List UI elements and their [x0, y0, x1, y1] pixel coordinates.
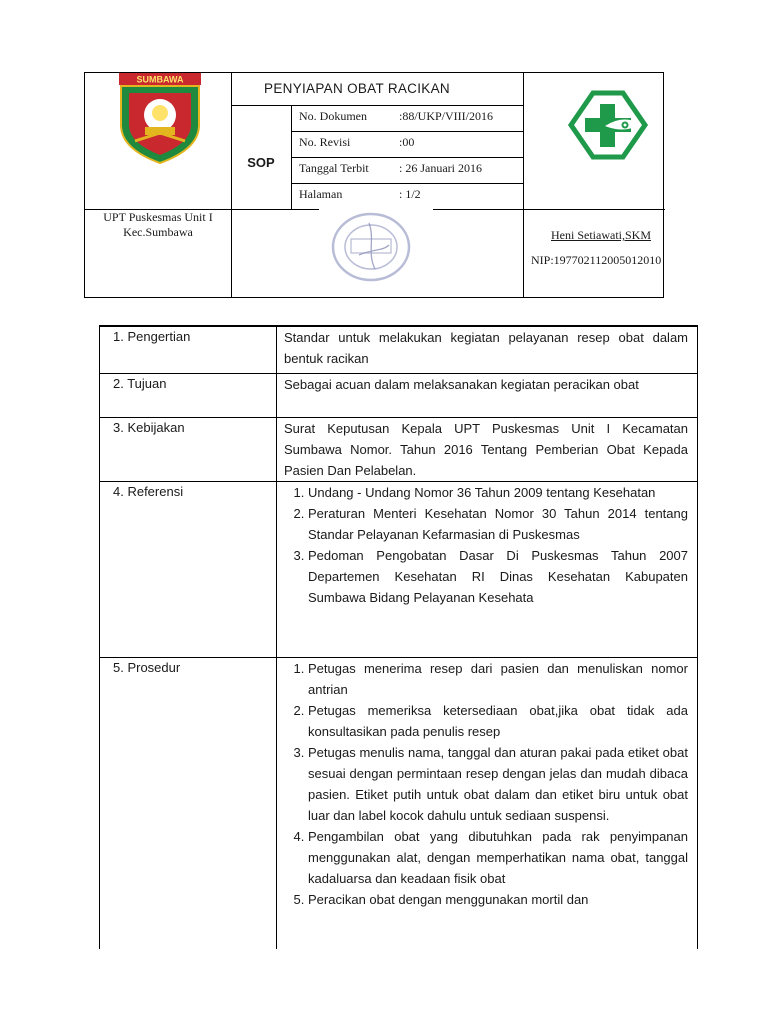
list-item: 2. Petugas memeriksa ketersediaan obat,jika obat tidak ada konsultasikan pada penulis resep — [308, 700, 688, 742]
document-title: PENYIAPAN OBAT RACIKAN — [264, 81, 450, 96]
row-label: 1. Pengertian — [113, 329, 191, 344]
procedure-list — [284, 658, 688, 910]
row-text: Sebagai acuan dalam melaksanakan kegiatan peracikan obat — [284, 377, 639, 392]
signer-name: Heni Setiawati,SKM — [551, 228, 651, 242]
list-item: 2. Peraturan Menteri Kesehatan Nomor 30 Tahun 2014 tentang Standar Pelayanan Kefarmasian di Puskesmas — [308, 503, 688, 545]
sop-label: SOP — [247, 155, 275, 170]
row-label: 3. Kebijakan — [113, 420, 185, 435]
list-item: 1. Undang - Undang Nomor 36 Tahun 2009 tentang Kesehatan — [308, 482, 688, 503]
official-stamp-icon — [329, 209, 413, 285]
row-label: 2. Tujuan — [113, 376, 167, 391]
table-row-kebijakan — [100, 417, 697, 482]
row-label: 4. Referensi — [113, 484, 184, 499]
list-item: 4. Pengambilan obat yang dibutuhkan pada rak penyimpanan menggunakan alat, dengan memperhatikan nama obat, tanggal kadaluarsa dan keadaan fisik obat — [308, 826, 688, 889]
reference-list — [284, 482, 688, 608]
meta-value: :00 — [399, 135, 415, 149]
table-row-referensi — [100, 481, 697, 658]
row-text: Surat Keputusan Kepala UPT Puskesmas Unit I Kecamatan Sumbawa Nomor. Tahun 2016 Tentang Pemberian Obat Kepada Pasien Dan Pelabelan. — [284, 421, 688, 478]
meta-row-issue-date — [291, 157, 523, 183]
meta-row-document-number — [291, 105, 523, 131]
table-row-pengertian — [100, 326, 697, 375]
meta-row-page — [291, 183, 523, 209]
emblem-text: SUMBAWA — [136, 74, 184, 85]
list-item: 1. Petugas menerima resep dari pasien dan menuliskan nomor antrian — [308, 658, 688, 700]
meta-key: Tanggal Terbit — [299, 161, 369, 175]
meta-key: No. Revisi — [299, 135, 351, 149]
meta-value: :88/UKP/VIII/2016 — [399, 109, 493, 123]
table-row-tujuan — [100, 373, 697, 418]
unit-name-line2: Kec.Sumbawa — [123, 225, 193, 239]
row-text: Standar untuk melakukan kegiatan pelayanan resep obat dalam bentuk racikan — [284, 330, 688, 366]
puskesmas-logo — [555, 90, 661, 160]
list-item: 3. Petugas menulis nama, tanggal dan aturan pakai pada etiket obat sesuai dengan permintaan resep dengan jelas dan mudah dibaca pasien. Etiket putih untuk obat dalam dan etiket biru untuk obat luar dan label kocok dahulu untuk sediaan suspensi. — [308, 742, 688, 826]
meta-value: : 26 Januari 2016 — [399, 161, 482, 175]
header-table — [84, 72, 664, 298]
sumbawa-emblem-logo — [115, 73, 205, 165]
table-row-prosedur — [100, 657, 697, 951]
list-item: 3. Pedoman Pengobatan Dasar Di Puskesmas Tahun 2007 Departemen Kesehatan RI Dinas Kesehatan Kabupaten Sumbawa Bidang Pelayanan Kesehata — [308, 545, 688, 608]
meta-key: No. Dokumen — [299, 109, 367, 123]
unit-name-line1: UPT Puskesmas Unit I — [103, 210, 213, 224]
row-list — [284, 482, 688, 608]
meta-value: : 1/2 — [399, 187, 421, 201]
unit-name — [85, 209, 231, 240]
signer-nip: NIP:197702112005012010 — [531, 253, 662, 267]
row-label: 5. Prosedur — [113, 660, 181, 675]
meta-row-revision — [291, 131, 523, 157]
list-item: 5. Peracikan obat dengan menggunakan mortil dan — [308, 889, 688, 910]
row-list — [284, 658, 688, 910]
procedure-table — [99, 325, 698, 949]
meta-key: Halaman — [299, 187, 343, 201]
